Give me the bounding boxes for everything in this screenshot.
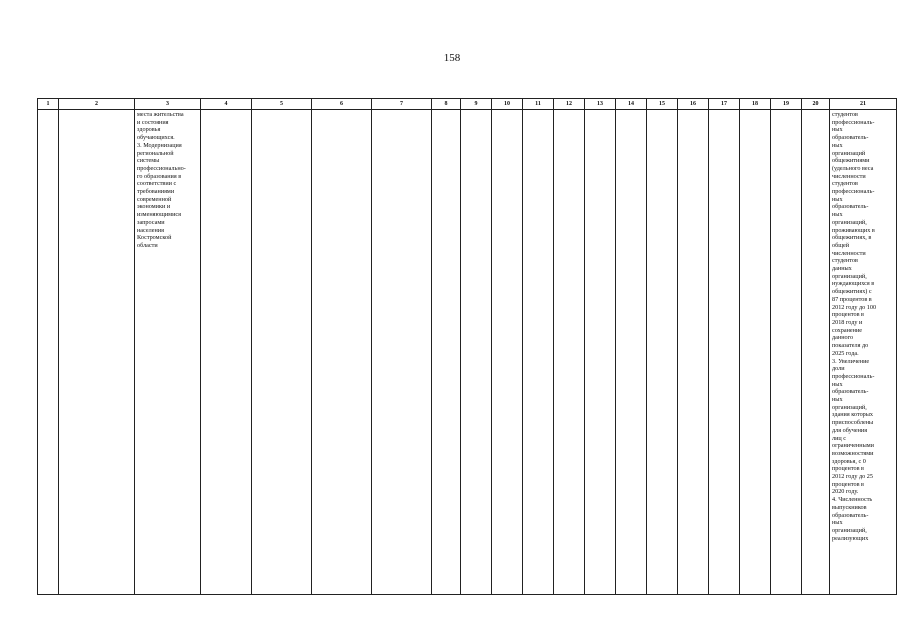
cell-col-21	[830, 110, 897, 595]
column-header-10: 10	[492, 99, 523, 110]
tasks-text: места жительства и состояния здоровья обучающихся. 3. Модернизация региональной системы профессионально- го образования в соответствии с требованиями современной экономики и изменяющимися запросами населения Костромской области	[137, 111, 186, 249]
column-header-16: 16	[678, 99, 709, 110]
cell-col-6	[312, 110, 372, 595]
column-header-15: 15	[647, 99, 678, 110]
cell-col-10	[492, 110, 523, 595]
cell-col-16	[678, 110, 709, 595]
column-header-7: 7	[372, 99, 432, 110]
table-row	[38, 110, 897, 595]
cell-col-14	[616, 110, 647, 595]
column-header-8: 8	[432, 99, 461, 110]
indicators-text: студентов профессиональ- ных образователь- ных организаций общежитиями (удельного веса численности студентов профессиональ- ных образователь- ных организаций, проживающих в общежитиях, в общей численности студентов данных организаций, нуждающихся в общежитиях) с 87 процентов в 2012 году до 100 процентов в 2018 году и сохранение данного показателя до 2025 года. 3. Увеличение доли профессиональ- ных образователь- ных организаций, здания которых приспособлены для обучения лиц с ограниченными возможностями здоровья, с 0 процентов в 2012 году до 25 процентов в 2020 году. 4. Численность выпускников образователь- ных организаций, реализующих	[832, 111, 877, 542]
column-header-19: 19	[771, 99, 802, 110]
cell-col-15	[647, 110, 678, 595]
column-header-21: 21	[830, 99, 897, 110]
cell-col-4	[201, 110, 252, 595]
cell-col-20	[802, 110, 830, 595]
cell-col-3	[135, 110, 201, 595]
cell-col-1	[38, 110, 59, 595]
cell-col-13	[585, 110, 616, 595]
column-header-2: 2	[59, 99, 135, 110]
column-header-17: 17	[709, 99, 740, 110]
column-header-1: 1	[38, 99, 59, 110]
cell-col-5	[252, 110, 312, 595]
column-header-20: 20	[802, 99, 830, 110]
cell-col-8	[432, 110, 461, 595]
cell-col-11	[523, 110, 554, 595]
cell-col-7	[372, 110, 432, 595]
column-header-5: 5	[252, 99, 312, 110]
column-header-13: 13	[585, 99, 616, 110]
column-header-4: 4	[201, 99, 252, 110]
program-table	[37, 98, 897, 595]
page-number: 158	[443, 52, 461, 64]
column-header-18: 18	[740, 99, 771, 110]
column-header-14: 14	[616, 99, 647, 110]
cell-col-2	[59, 110, 135, 595]
cell-col-18	[740, 110, 771, 595]
column-header-9: 9	[461, 99, 492, 110]
cell-col-19	[771, 110, 802, 595]
column-header-11: 11	[523, 99, 554, 110]
cell-col-9	[461, 110, 492, 595]
column-number-row	[38, 99, 897, 110]
column-header-12: 12	[554, 99, 585, 110]
column-header-3: 3	[135, 99, 201, 110]
cell-col-12	[554, 110, 585, 595]
cell-col-17	[709, 110, 740, 595]
column-header-6: 6	[312, 99, 372, 110]
